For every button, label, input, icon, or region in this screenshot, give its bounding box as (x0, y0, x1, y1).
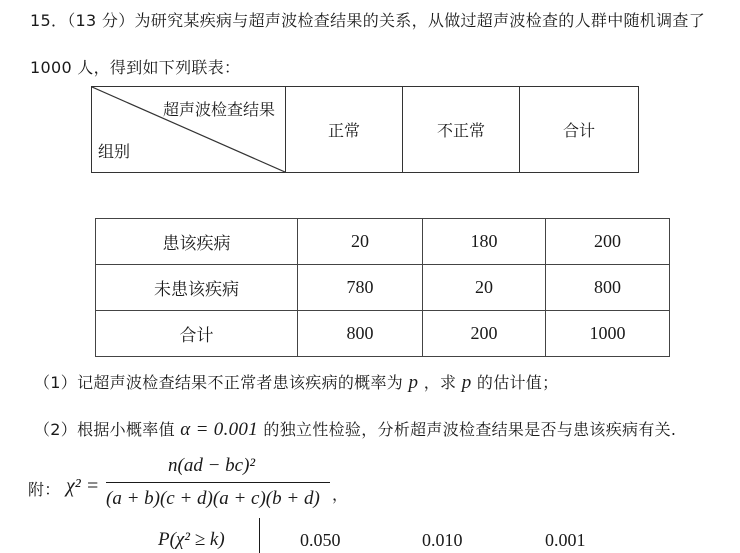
var-p: p (461, 372, 472, 393)
part-1-text-a: （1）记超声波检查结果不正常者患该疾病的概率为 (34, 373, 404, 392)
table-cell: 20 (298, 219, 423, 265)
row-label: 合计 (96, 311, 298, 357)
question-stem: 15．（13 分）为研究某疾病与超声波检查结果的关系，从做过超声波检查的人群中随机调查了 (30, 11, 706, 30)
p-value-2: 0.010 (422, 530, 463, 550)
table-cell: 200 (423, 311, 546, 357)
table-row (96, 311, 670, 357)
alpha-value: α = 0.001 (180, 419, 259, 440)
diag-bottom-label: 组别 (98, 142, 131, 161)
part-1-text-c: 的估计值； (476, 373, 559, 392)
var-p: p (408, 372, 419, 393)
p-value-1: 0.050 (300, 530, 341, 550)
col-header-abnormal: 不正常 (403, 87, 520, 173)
chi-square-symbol: χ² = (66, 475, 100, 497)
row-label: 患该疾病 (96, 219, 298, 265)
part-2 (34, 417, 676, 441)
question-stem-cont: 1000 人，得到如下列联表： (30, 58, 241, 77)
part-2-text-a: （2）根据小概率值 (34, 420, 175, 439)
diagonal-header-cell (92, 87, 286, 173)
diag-top-label: 超声波检查结果 (162, 100, 275, 119)
table-row (96, 265, 670, 311)
table-cell: 20 (423, 265, 546, 311)
fraction-bar (106, 482, 330, 483)
row-label: 未患该疾病 (96, 265, 298, 311)
table-cell: 200 (546, 219, 670, 265)
table-cell: 780 (298, 265, 423, 311)
formula-numerator: n(ad − bc)² (168, 455, 256, 476)
table-divider (259, 518, 260, 553)
part-1 (34, 370, 558, 394)
formula-denominator: (a + b)(c + d)(a + c)(b + d) (106, 488, 320, 509)
table-cell: 800 (546, 265, 670, 311)
contingency-header-table (91, 86, 639, 173)
appendix-label: 附： (28, 480, 61, 499)
table-cell: 180 (423, 219, 546, 265)
table-cell: 1000 (546, 311, 670, 357)
p-value-3: 0.001 (545, 530, 586, 550)
table-cell: 800 (298, 311, 423, 357)
part-1-text-b: ，求 (423, 373, 457, 392)
part-2-text-b: 的独立性检验，分析超声波检查结果是否与患该疾病有关. (263, 420, 677, 439)
p-label: P(χ² ≥ k) (158, 529, 225, 550)
col-header-total: 合计 (520, 87, 639, 173)
table-row (96, 219, 670, 265)
contingency-data-table (95, 218, 670, 357)
formula-comma: ， (332, 485, 349, 504)
col-header-normal: 正常 (286, 87, 403, 173)
